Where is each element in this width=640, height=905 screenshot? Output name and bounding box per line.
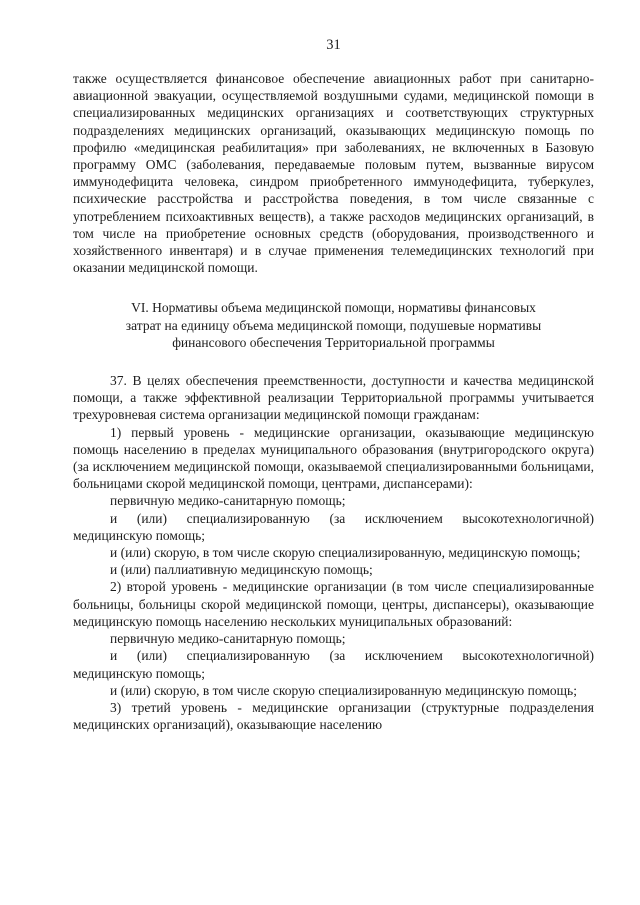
section-heading-line: VI. Нормативы объема медицинской помощи, нормативы финансовых [131, 300, 536, 316]
paragraph-continuation: также осуществляется финансовое обеспечение авиационных работ при санитарно-авиационной эвакуации, осуществляемой воздушными судами, медицинской помощи в специализированных медицинских организациях и соответствующих структурных подразделениях медицинских организаций, оказывающих медицинскую помощь по профилю «медицинская реабилитация» при заболеваниях, не включенных в Базовую программу ОМС (заболевания, передаваемые половым путем, вызванные вирусом иммунодефицита человека, синдром приобретенного иммунодефицита, туберкулез, психические расстройства и расстройства поведения, в том числе связанные с употреблением психоактивных веществ), а также расходов медицинских организаций, в том числе на приобретение основных средств (оборудования, производственного и хозяйственного инвентаря) и в случае применения телемедицинских технологий при оказании медицинской помощи. [73, 71, 594, 276]
section-heading-line: финансового обеспечения Территориальной программы [172, 334, 495, 350]
paragraph-list-item: первичную медико-санитарную помощь; [110, 493, 346, 509]
section-heading [73, 299, 594, 351]
paragraph-level-1: 1) первый уровень - медицинские организации, оказывающие медицинскую помощь населению в пределах муниципального образования (внутригородского округа) (за исключением медицинской помощи, оказываемой специализированными больницами, больницами скорой медицинской помощи, центрами, диспансерами): [73, 424, 594, 492]
page-number: 31 [326, 37, 341, 53]
paragraph-list-item: первичную медико-санитарную помощь; [110, 631, 346, 647]
paragraph-list-item: и (или) скорую, в том числе скорую специализированную, медицинскую помощь; [110, 545, 581, 561]
paragraph-item-37: 37. В целях обеспечения преемственности, доступности и качества медицинской помощи, а также эффективной реализации Территориальной программы учитывается трехуровневая система организации медицинской помощи гражданам: [73, 373, 594, 423]
paragraph-list-item: и (или) специализированную (за исключением высокотехнологичной) медицинскую помощь; [73, 648, 594, 681]
section-heading-line: затрат на единицу объема медицинской помощи, подушевые нормативы [125, 317, 542, 333]
paragraph-level-3: 3) третий уровень - медицинские организации (структурные подразделения медицинских организаций), оказывающие населению [73, 699, 594, 733]
paragraph-list-item: и (или) скорую, в том числе скорую специализированную медицинскую помощь; [110, 682, 577, 698]
paragraph-list-item: и (или) специализированную (за исключением высокотехнологичной) медицинскую помощь; [73, 510, 594, 543]
paragraph-list-item: и (или) паллиативную медицинскую помощь; [110, 562, 373, 578]
paragraph-level-2: 2) второй уровень - медицинские организации (в том числе специализированные больницы, больницы скорой медицинской помощи, центры, диспансеры), оказывающие медицинскую помощь населению нескольких муниципальных образований: [73, 579, 594, 629]
